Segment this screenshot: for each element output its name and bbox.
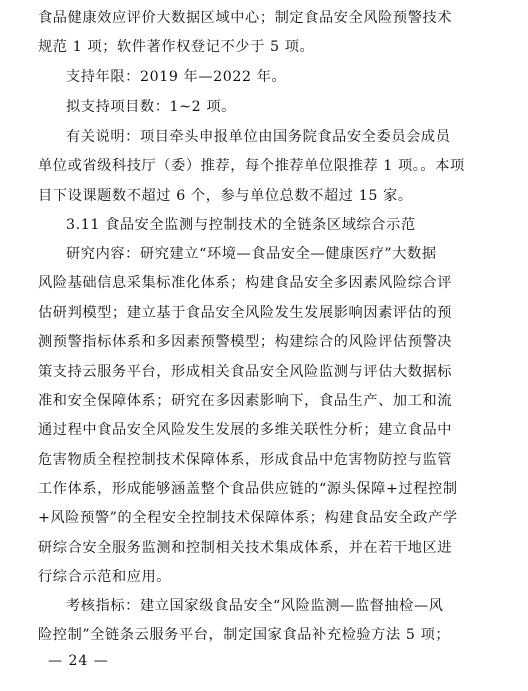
body-text-line: 险控制”全链条云服务平台，制定国家食品补充检验方法 5 项； bbox=[38, 627, 451, 643]
support-period: 支持年限：2019 年—2022 年。 bbox=[66, 69, 287, 85]
body-text-line: 目下设课题数不超过 6 个，参与单位总数不超过 15 家。 bbox=[38, 188, 413, 204]
body-text-line: +风险预警”的全程安全控制技术保障体系；构建食品安全政产学 bbox=[38, 510, 458, 526]
body-text-line: 有关说明：项目牵头申报单位由国务院食品安全委员会成员 bbox=[66, 129, 451, 145]
body-text-line: 通过程中食品安全风险发生发展的多维关联性分析；建立食品中 bbox=[38, 422, 453, 438]
page-number: — 24 — bbox=[48, 653, 109, 669]
body-text-line: 考核指标：建立国家级食品安全“风险监测—监督抽检—风 bbox=[66, 598, 444, 614]
project-count: 拟支持项目数：1~2 项。 bbox=[66, 99, 236, 115]
body-text-line: 危害物质全程控制技术保障体系，形成食品中危害物防控与监管 bbox=[38, 452, 453, 468]
body-text-line: 单位或省级科技厅（委）推荐，每个推荐单位限推荐 1 项。。本项 bbox=[38, 158, 465, 174]
body-text-line: 行综合示范和应用。 bbox=[38, 569, 172, 585]
body-text-line: 准和安全保障体系；研究在多因素影响下，食品生产、加工和流 bbox=[38, 393, 453, 409]
body-text-line: 食品健康效应评价大数据区域中心；制定食品安全风险预警技术 bbox=[38, 10, 453, 26]
body-text-line: 风险基础信息采集标准化体系；构建食品安全多因素风险综合评 bbox=[38, 275, 453, 291]
body-text-line: 工作体系，形成能够涵盖整个食品供应链的“源头保障+过程控制 bbox=[38, 481, 458, 497]
body-text-line: 研究内容：研究建立“环境—食品安全—健康医疗”大数据 bbox=[66, 246, 437, 262]
body-text-line: 估研判模型；建立基于食品安全风险发生发展影响因素评估的预 bbox=[38, 305, 453, 321]
body-text-line: 策支持云服务平台，形成相关食品安全风险监测与评估大数据标 bbox=[38, 364, 453, 380]
section-heading: 3.11 食品安全监测与控制技术的全链条区域综合示范 bbox=[66, 217, 416, 233]
body-text-line: 测预警指标体系和多因素预警模型；构建综合的风险评估预警决 bbox=[38, 334, 453, 350]
body-text-line: 规范 1 项；软件著作权登记不少于 5 项。 bbox=[38, 39, 315, 55]
body-text-line: 研综合安全服务监测和控制相关技术集成体系，并在若干地区进 bbox=[38, 540, 453, 556]
